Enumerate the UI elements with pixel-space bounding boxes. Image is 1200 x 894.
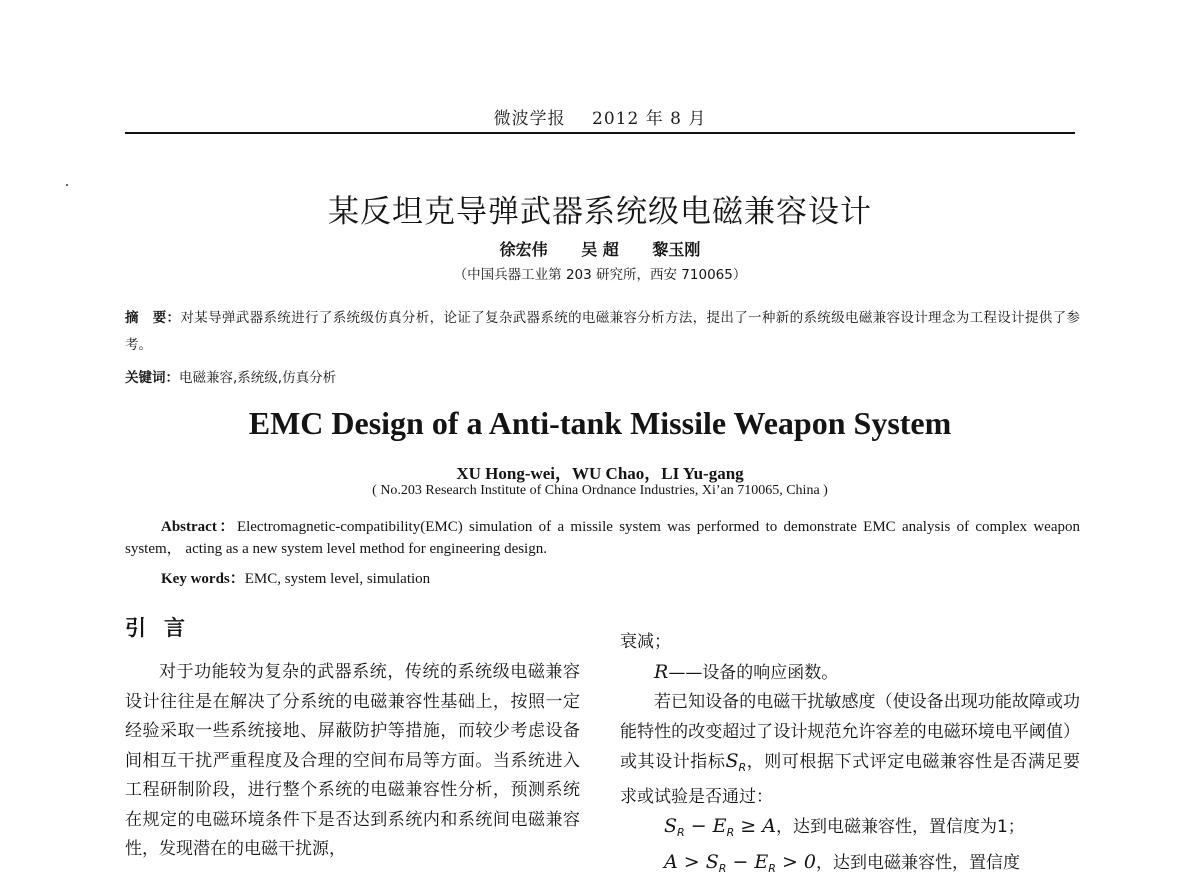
author-3: 黎玉刚 xyxy=(652,240,701,259)
chinese-keywords-text: 电磁兼容,系统级,仿真分析 xyxy=(179,370,337,386)
english-keywords-text: EMC, system level, simulation xyxy=(244,571,431,587)
english-authors: XU Hong-wei，WU Chao，LI Yu-gang xyxy=(456,464,744,483)
chinese-title: 某反坦克导弹武器系统级电磁兼容设计 xyxy=(328,194,872,230)
f2-sub-1: R xyxy=(718,861,727,875)
left-column xyxy=(125,658,580,865)
susceptibility-text-before: 若已知设备的电磁干扰敏感度（使设备出现功能故障或功能特性的改变超过了设计规范允许容差的电磁环境电平阈值）或其设计指标 xyxy=(620,692,1080,772)
author-1: 徐宏伟 xyxy=(499,240,548,259)
f1-symbol-s: S xyxy=(664,815,678,837)
english-affiliation: ( No.203 Research Institute of China Ordnance Industries, Xi’an 710065, China ) xyxy=(372,483,828,498)
english-keywords-label: Key words： xyxy=(161,571,245,587)
symbol-s: S xyxy=(725,750,739,772)
chinese-abstract-text: 对某导弹武器系统进行了系统级仿真分析，论证了复杂武器系统的电磁兼容分析方法，提出了一种新的系统级电磁兼容设计理念为工程设计提供了参考。 xyxy=(125,310,1081,353)
english-abstract-label: Abstract： xyxy=(161,519,237,535)
chinese-keywords-label: 关键词： xyxy=(125,370,179,386)
journal-name: 微波学报 xyxy=(493,109,566,129)
english-title: EMC Design of a Anti-tank Missile Weapon System xyxy=(248,405,952,441)
susceptibility-paragraph xyxy=(620,688,1080,812)
f2-symbol-e: − E xyxy=(726,850,769,873)
running-header xyxy=(0,104,1200,129)
f1-text: ，达到电磁兼容性，置信度为1； xyxy=(775,817,1025,837)
english-abstract-text: Electromagnetic-compatibility(EMC) simulation of a missile system was performed to demonstrate EMC analysis of complex weapon system， acting as a new system level method for engineering design. xyxy=(125,519,1081,557)
f2-gt-zero: > 0 xyxy=(775,850,817,873)
english-abstract xyxy=(125,516,1080,560)
f2-text: ，达到电磁兼容性，置信度 xyxy=(816,852,1021,873)
section-heading-introduction: 引言 xyxy=(125,616,203,640)
f1-sub-1: R xyxy=(677,826,685,839)
f2-symbol-a-s: A > S xyxy=(664,850,719,873)
response-function-desc: ——设备的响应函数。 xyxy=(668,662,839,683)
right-column xyxy=(620,628,1080,883)
english-keywords xyxy=(161,567,1081,588)
header-rule xyxy=(125,132,1075,134)
attenuation-line: 衰减； xyxy=(620,632,671,652)
f1-ge-a: ≥ A xyxy=(734,815,776,837)
f1-symbol-e: − E xyxy=(684,815,727,837)
f1-sub-2: R xyxy=(726,826,735,839)
response-function-line xyxy=(620,658,1080,689)
chinese-authors xyxy=(0,237,1200,260)
chinese-affiliation: （中国兵器工业第 203 研究所，西安 710065） xyxy=(453,267,747,283)
chinese-keywords xyxy=(125,366,1080,386)
chinese-abstract-label: 摘 要： xyxy=(125,310,181,326)
chinese-abstract xyxy=(125,305,1080,359)
symbol-r: R xyxy=(654,660,669,683)
intro-paragraph: 对于功能较为复杂的武器系统，传统的系统级电磁兼容设计往往是在解决了分系统的电磁兼容性基础上，按照一定经验采取一些系统接地、屏蔽防护等措施，而较少考虑设备间相互干扰严重程度及合理的空间布局等方面。当系统进入工程研制阶段，进行整个系统的电磁兼容性分析，预测系统在规定的电磁环境条件下是否达到系统内和系统间电磁兼容性，发现潜在的电磁干扰源， xyxy=(125,662,580,859)
author-2: 吴 超 xyxy=(581,240,619,259)
f2-sub-2: R xyxy=(768,861,776,875)
symbol-s-subscript: R xyxy=(738,761,747,774)
susceptibility-text-after: ，则可根据下式评定电磁兼容性是否满足要求或试验是否通过： xyxy=(620,752,1081,807)
criterion-formula-1 xyxy=(620,812,1080,848)
issue-date: 2012 年 8 月 xyxy=(592,109,707,129)
criterion-formula-2 xyxy=(620,848,1080,884)
